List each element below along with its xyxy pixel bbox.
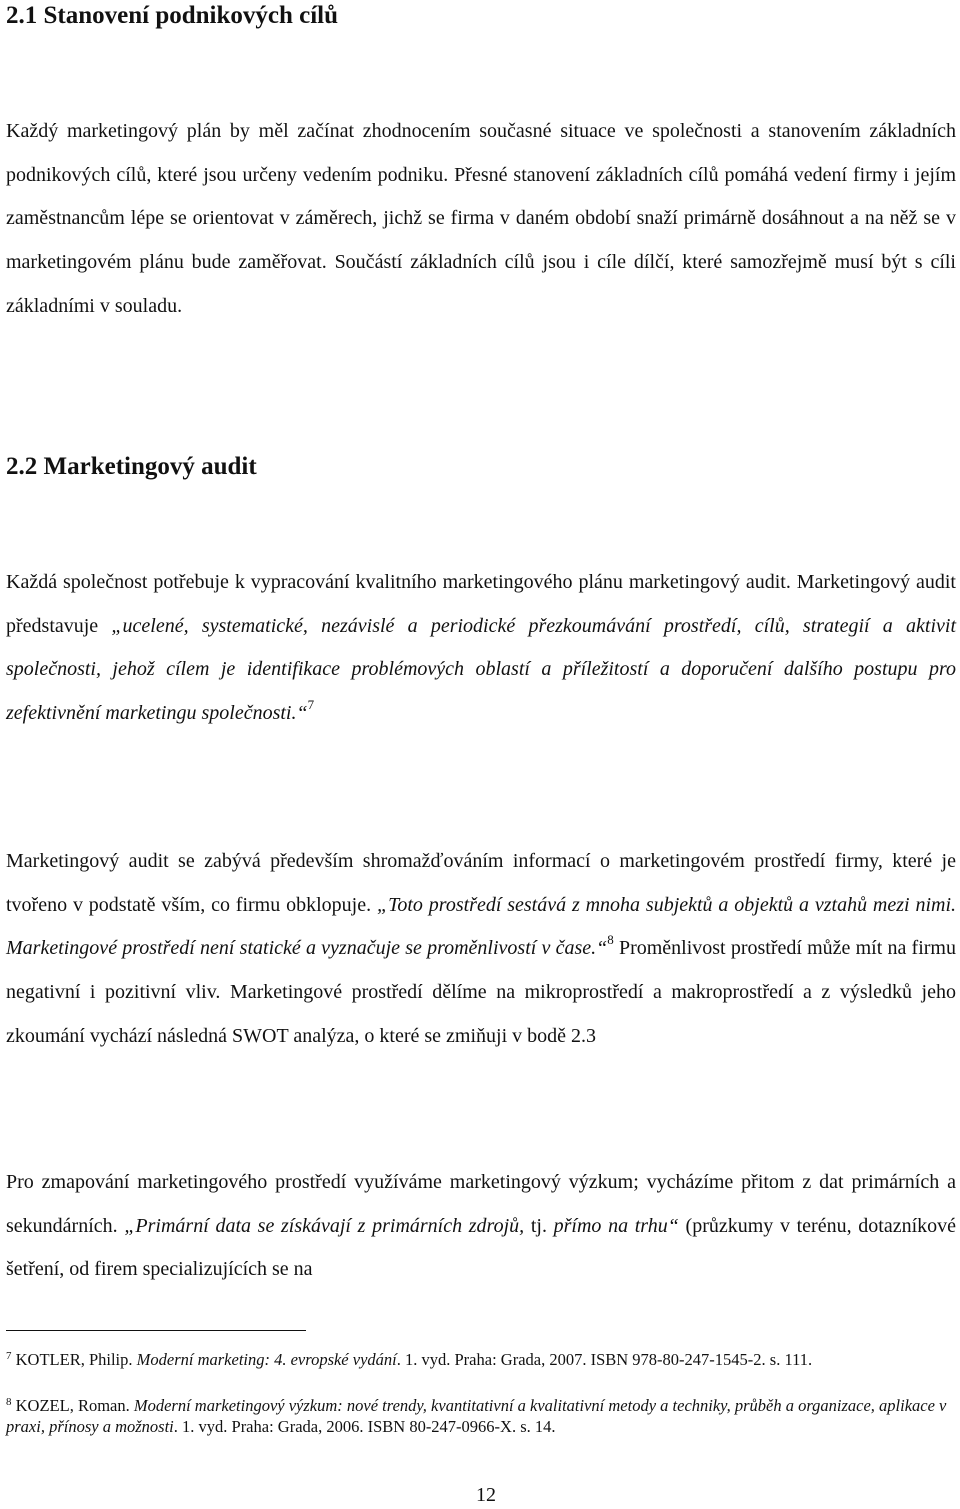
footnote-ref-8: 8 xyxy=(607,932,614,948)
section-heading-2-2: 2.2 Marketingový audit xyxy=(6,453,257,480)
footnote-details: . 1. vyd. Praha: Grada, 2007. ISBN 978-80-247-1545-2. s. 111. xyxy=(396,1350,813,1369)
footnote-separator xyxy=(6,1330,306,1331)
page-number: 12 xyxy=(476,1484,496,1506)
quote-text: „ucelené, systematické, nezávislé a periodické přezkoumávání prostředí, cílů, strategií a aktivit společnosti, jehož cílem je identifikace problémových oblastí a příležitostí a doporučení dalšího postupu pro zefektivnění marketingu společnosti.“ xyxy=(6,614,956,725)
quote-text: „Primární data se získávají z primárních zdrojů, xyxy=(124,1214,525,1237)
footnote-title: Moderní marketing: 4. evropské vydání xyxy=(136,1350,397,1369)
footnote-author: KOZEL, Roman. xyxy=(11,1396,134,1415)
footnote-author: KOTLER, Philip. xyxy=(11,1350,137,1369)
quote-text: přímo na trhu“ xyxy=(553,1214,679,1237)
paragraph-audit-definition xyxy=(6,561,956,736)
footnote-ref-7: 7 xyxy=(307,697,315,713)
footnote-details: . 1. vyd. Praha: Grada, 2006. ISBN 80-247-0966-X. s. 14. xyxy=(173,1417,556,1436)
paragraph-research xyxy=(6,1161,956,1292)
paragraph-goals: Každý marketingový plán by měl začínat zhodnocením současné situace ve společnosti a stanovením základních podnikových cílů, které jsou určeny vedením podniku. Přesné stanovení základních cílů pomáhá vedení firmy i jejím zaměstnancům lépe se orientovat v záměrech, jichž se firma v daném období snaží primárně dosáhnout a na něž se v marketingovém plánu bude zaměřovat. Součástí základních cílů jsou i cíle dílčí, které samozřejmě musí být s cíli základními v souladu. xyxy=(6,120,956,317)
paragraph-audit-environment xyxy=(6,840,956,1059)
paragraph-text: Marketingový audit se zabývá především shromažďováním informací o marketingovém prostředí firmy, které je tvořeno v podstatě vším, co firmu obklopuje. xyxy=(6,850,956,916)
footnote-title: Moderní marketingový výzkum: nové trendy, kvantitativní a kvalitativní metody a techniky, průběh a organizace, aplikace v praxi, přínosy a možnosti xyxy=(6,1396,947,1436)
footnote-8 xyxy=(6,1395,956,1437)
paragraph-text: (průzkumy v terénu, dotazníkové šetření, od firem specializujících se na xyxy=(6,1214,957,1281)
paragraph-text: Proměnlivost prostředí může mít na firmu negativní i pozitivní vliv. Marketingové prostředí dělíme na mikroprostředí a makroprostředí a z výsledků jeho zkoumání vychází následná SWOT analýza, o které se zmiňuji v bodě 2.3 xyxy=(6,937,956,1047)
paragraph-text: tj. xyxy=(524,1214,554,1237)
paragraph-text: Každá společnost potřebuje k vypracování kvalitního marketingového plánu marketingový audit. Marketingový audit představuje xyxy=(6,571,956,637)
footnote-number: 7 xyxy=(6,1350,12,1362)
quote-text: „Toto prostředí sestává z mnoha subjektů a objektů a vztahů mezi nimi. Marketingové prostředí není statické a vyznačuje se proměnlivostí v čase.“ xyxy=(6,893,956,960)
section-heading-2-1: 2.1 Stanovení podnikových cílů xyxy=(6,2,339,29)
paragraph-text: Pro zmapování marketingového prostředí využíváme marketingový výzkum; vycházíme přitom z dat primárních a sekundárních. xyxy=(6,1171,956,1237)
footnote-7 xyxy=(6,1349,956,1370)
footnote-number: 8 xyxy=(6,1396,12,1408)
